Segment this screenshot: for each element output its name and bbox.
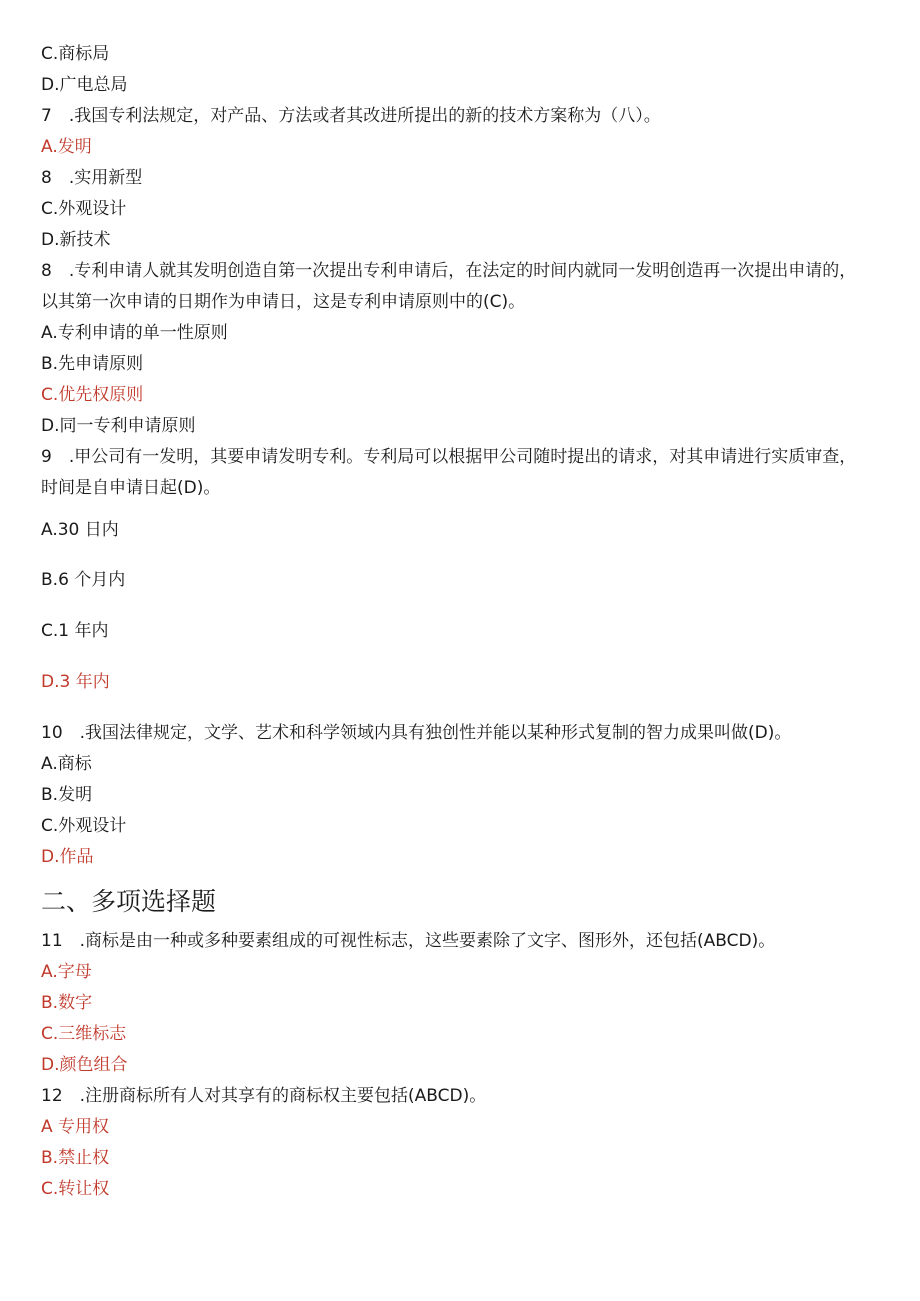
option-text: D.新技术 bbox=[41, 230, 111, 250]
answer-option: D.颜色组合 bbox=[41, 1055, 128, 1075]
question-9: 9 .甲公司有一发明，其要申请发明专利。专利局可以根据甲公司随时提出的请求，对其申请进行实质审查，时间是自申请日起(D)。 bbox=[41, 447, 857, 498]
option-text: D.广电总局 bbox=[41, 75, 128, 95]
answer-option: A.字母 bbox=[41, 962, 92, 982]
question-8: 8 .专利申请人就其发明创造自第一次提出专利申请后，在法定的时间内就同一发明创造再一次提出申请的，以其第一次申请的日期作为申请日，这是专利申请原则中的(C)。 bbox=[41, 261, 857, 312]
question-12: 12 .注册商标所有人对其享有的商标权主要包括(ABCD)。 bbox=[41, 1086, 487, 1106]
option-text: D.同一专利申请原则 bbox=[41, 416, 196, 436]
option-text: C.外观设计 bbox=[41, 816, 127, 836]
option-text: A.30 日内 bbox=[41, 520, 119, 540]
option-text: C.1 年内 bbox=[41, 621, 109, 641]
section-heading: 二、多项选择题 bbox=[41, 887, 217, 916]
option-text: A.专利申请的单一性原则 bbox=[41, 323, 228, 343]
option-text: C.外观设计 bbox=[41, 199, 127, 219]
answer-option: D.3 年内 bbox=[41, 672, 110, 692]
answer-option: C.转让权 bbox=[41, 1179, 110, 1199]
answer-option: A.发明 bbox=[41, 137, 92, 157]
answer-option: A 专用权 bbox=[41, 1117, 110, 1137]
question-11: 11 .商标是由一种或多种要素组成的可视性标志，这些要素除了文字、图形外，还包括(ABCD)。 bbox=[41, 931, 776, 951]
option-text: B.发明 bbox=[41, 785, 93, 805]
answer-option: B.禁止权 bbox=[41, 1148, 110, 1168]
question-7: 7 .我国专利法规定，对产品、方法或者其改进所提出的新的技术方案称为（八）。 bbox=[41, 106, 661, 126]
answer-option: C.优先权原则 bbox=[41, 385, 144, 405]
question-10: 10 .我国法律规定，文学、艺术和科学领域内具有独创性并能以某种形式复制的智力成果叫做(D)。 bbox=[41, 723, 792, 743]
answer-option: D.作品 bbox=[41, 847, 94, 867]
answer-option: B.数字 bbox=[41, 993, 93, 1013]
option-text: 8 .实用新型 bbox=[41, 168, 143, 188]
option-text: A.商标 bbox=[41, 754, 92, 774]
option-text: B.6 个月内 bbox=[41, 570, 126, 590]
option-text: C.商标局 bbox=[41, 44, 110, 64]
option-text: B.先申请原则 bbox=[41, 354, 144, 374]
answer-option: C.三维标志 bbox=[41, 1024, 127, 1044]
